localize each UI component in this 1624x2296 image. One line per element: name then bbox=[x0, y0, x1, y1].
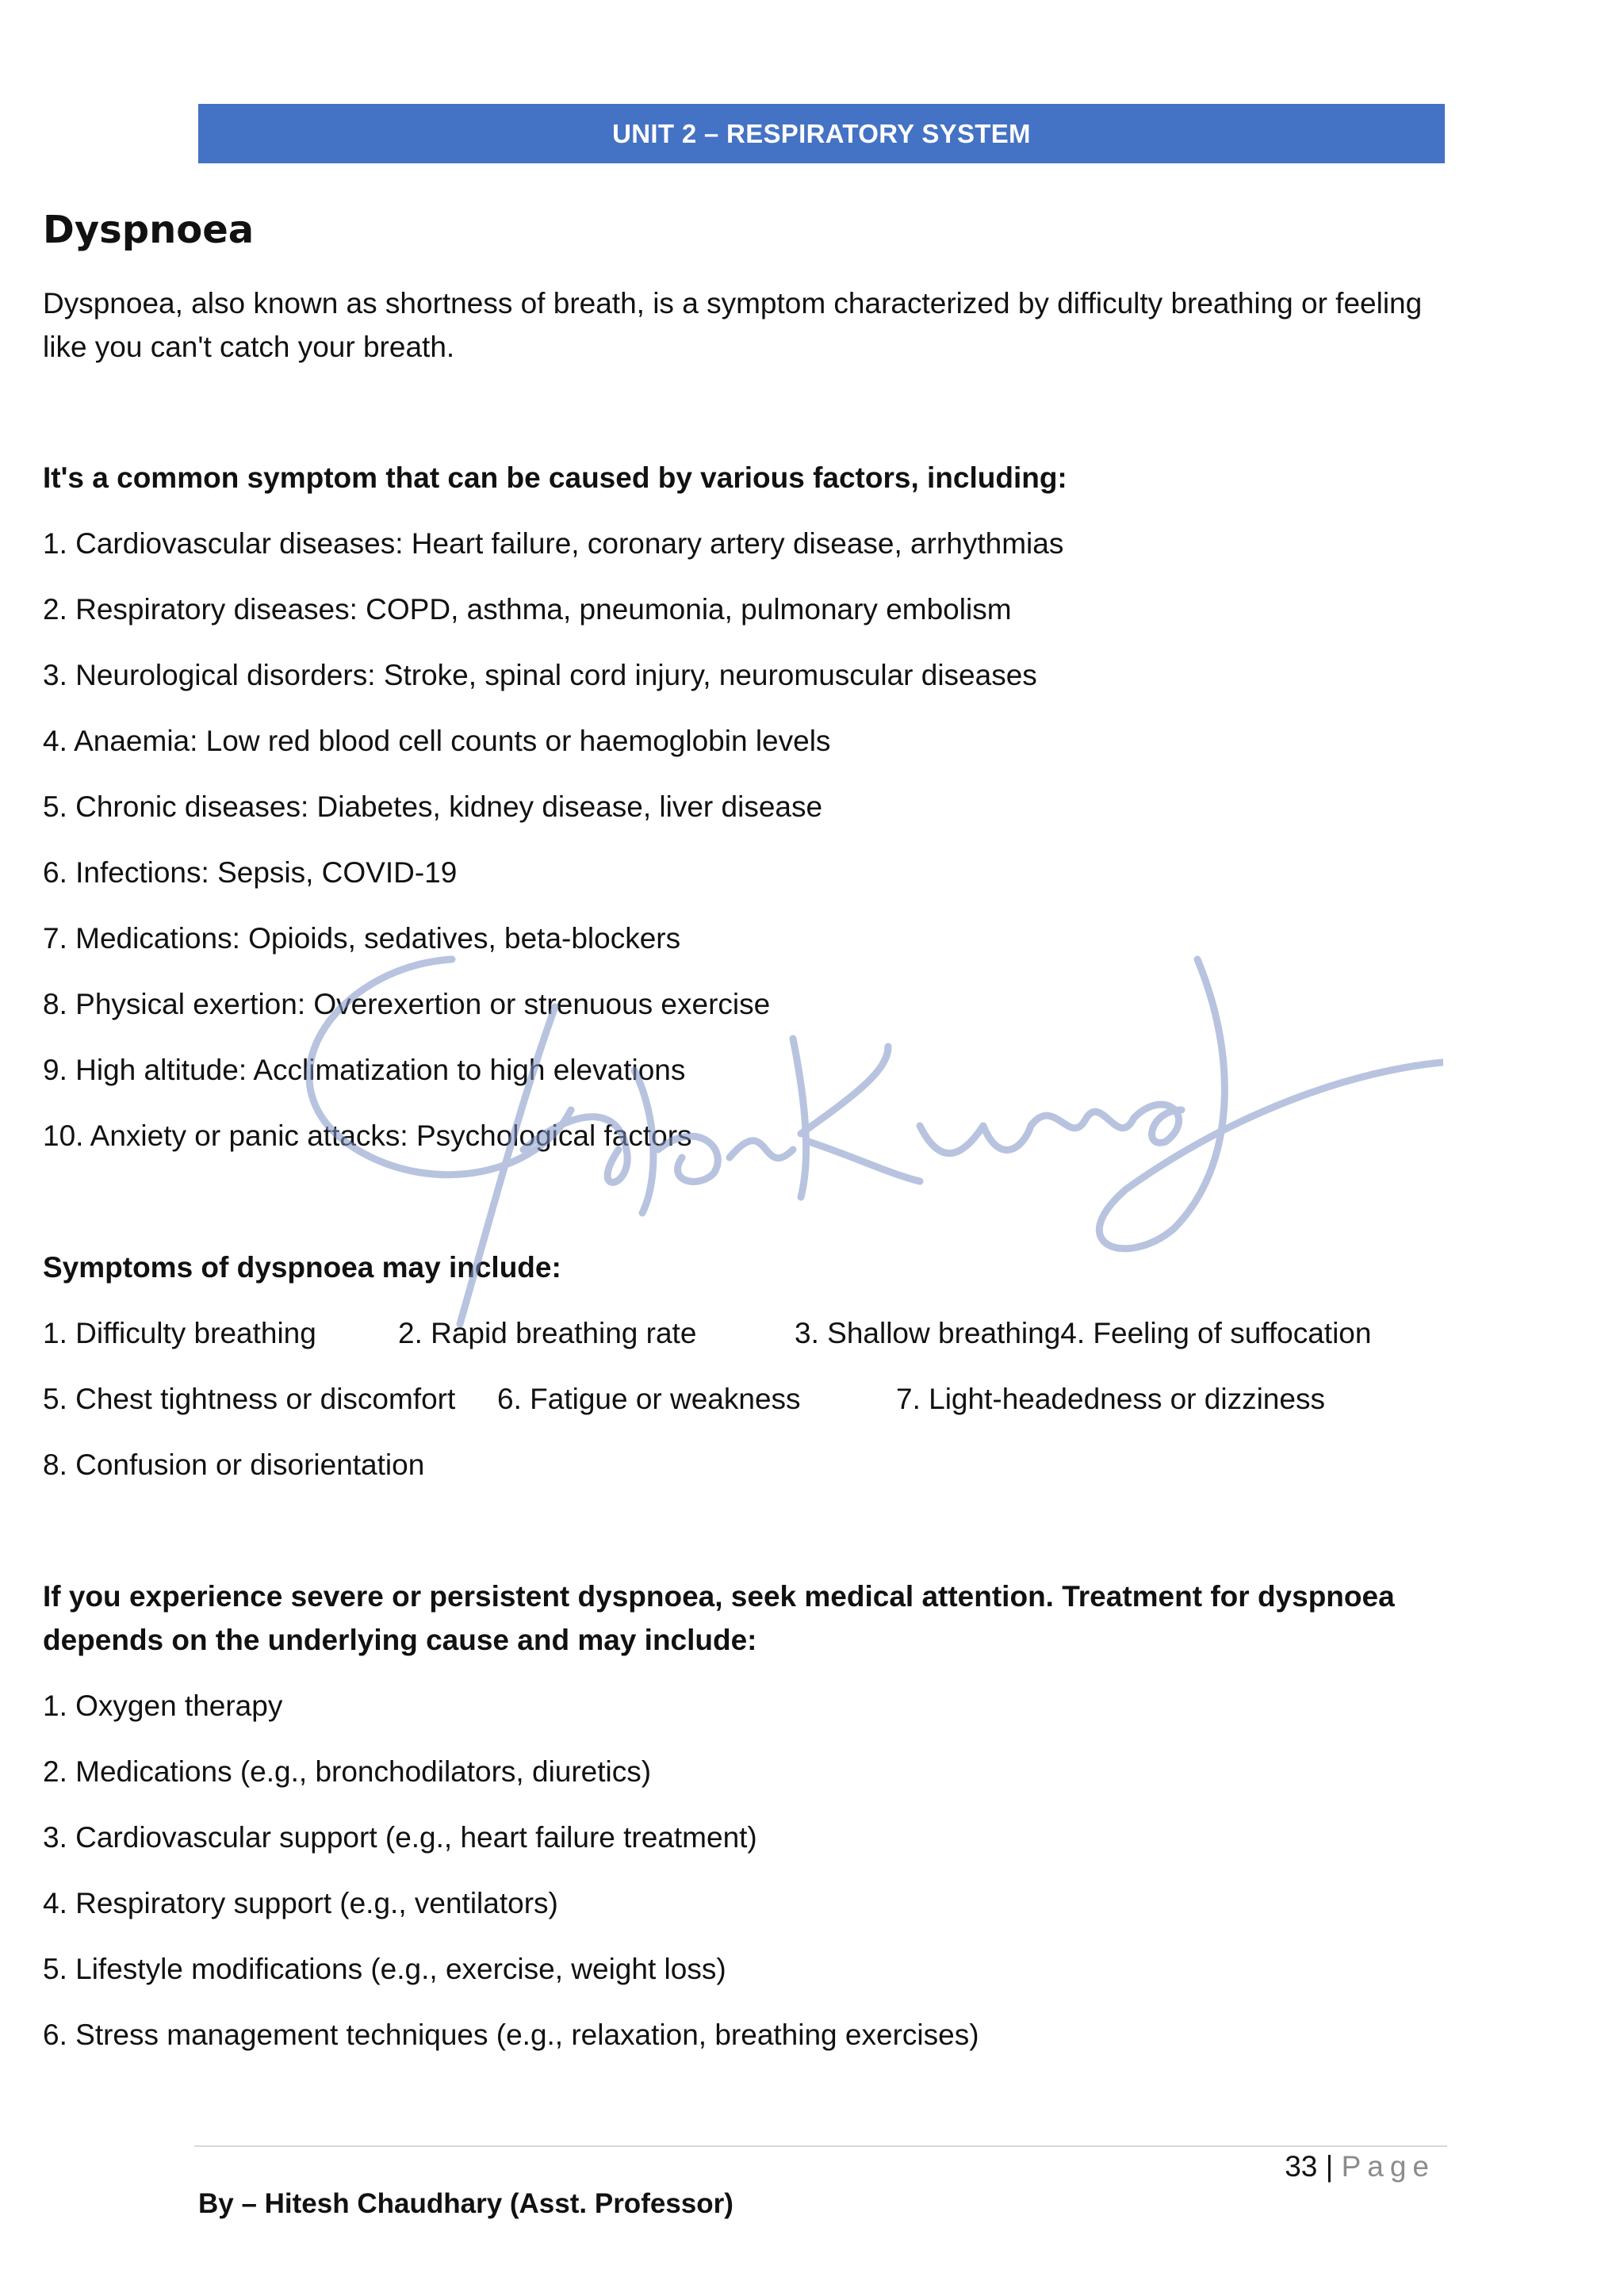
list-item: 8. Confusion or disorientation bbox=[43, 1448, 425, 1481]
page-number-separator: | bbox=[1325, 2150, 1334, 2183]
causes-list bbox=[43, 522, 1423, 1158]
unit-header-banner bbox=[198, 104, 1445, 163]
list-item: 1. Oxygen therapy bbox=[43, 1689, 283, 1722]
list-item: 6. Stress management techniques (e.g., relaxation, breathing exercises) bbox=[43, 2019, 979, 2051]
footer-divider bbox=[194, 2145, 1447, 2147]
unit-header-title: UNIT 2 – RESPIRATORY SYSTEM bbox=[612, 118, 1031, 148]
list-item: 5. Chest tightness or discomfort bbox=[43, 1383, 456, 1415]
page-number bbox=[1285, 2150, 1435, 2183]
list-item: 4. Respiratory support (e.g., ventilators) bbox=[43, 1887, 558, 1919]
symptoms-row bbox=[43, 1443, 1423, 1487]
list-item: 7. Light-headedness or dizziness bbox=[896, 1383, 1325, 1415]
causes-heading: It's a common symptom that can be caused by various factors, including: bbox=[43, 461, 1067, 494]
footer-author: By – Hitesh Chaudhary (Asst. Professor) bbox=[198, 2188, 733, 2219]
symptoms-row bbox=[43, 1377, 1423, 1443]
list-item: 5. Lifestyle modifications (e.g., exercise, weight loss) bbox=[43, 1953, 726, 1985]
list-item: 4. Feeling of suffocation bbox=[1060, 1317, 1372, 1349]
list-item: 5. Chronic diseases: Diabetes, kidney disease, liver disease bbox=[43, 790, 823, 823]
list-item: 10. Anxiety or panic attacks: Psychological factors bbox=[43, 1119, 692, 1152]
list-item: 2. Respiratory diseases: COPD, asthma, pneumonia, pulmonary embolism bbox=[43, 593, 1012, 626]
page-number-value: 33 bbox=[1285, 2150, 1318, 2183]
page-title: Dyspnoea bbox=[43, 208, 255, 252]
intro-paragraph: Dyspnoea, also known as shortness of breath, is a symptom characterized by difficulty breathing or feeling like you can't catch your breath. bbox=[43, 287, 1423, 363]
page-number-label: Page bbox=[1341, 2150, 1435, 2183]
list-item: 6. Fatigue or weakness bbox=[497, 1383, 801, 1415]
list-item: 2. Rapid breathing rate bbox=[398, 1317, 697, 1349]
list-item: 1. Cardiovascular diseases: Heart failure, coronary artery disease, arrhythmias bbox=[43, 527, 1064, 560]
list-item: 1. Difficulty breathing bbox=[43, 1317, 316, 1349]
symptoms-list bbox=[43, 1311, 1423, 1487]
list-item: 9. High altitude: Acclimatization to high elevations bbox=[43, 1054, 686, 1086]
symptoms-heading: Symptoms of dyspnoea may include: bbox=[43, 1251, 561, 1284]
treatment-heading: If you experience severe or persistent dyspnoea, seek medical attention. Treatment for dyspnoea depends on the underlying cause and may include: bbox=[43, 1580, 1395, 1656]
list-item: 4. Anaemia: Low red blood cell counts or haemoglobin levels bbox=[43, 725, 831, 757]
list-item: 3. Neurological disorders: Stroke, spinal cord injury, neuromuscular diseases bbox=[43, 659, 1037, 691]
list-item: 8. Physical exertion: Overexertion or strenuous exercise bbox=[43, 988, 771, 1020]
document-body bbox=[43, 281, 1423, 2057]
treatment-list bbox=[43, 1684, 1423, 2057]
list-item: 3. Cardiovascular support (e.g., heart failure treatment) bbox=[43, 1821, 757, 1854]
list-item: 3. Shallow breathing bbox=[795, 1317, 1061, 1349]
list-item: 7. Medications: Opioids, sedatives, beta-blockers bbox=[43, 922, 681, 955]
list-item: 2. Medications (e.g., bronchodilators, diuretics) bbox=[43, 1755, 652, 1788]
list-item: 6. Infections: Sepsis, COVID-19 bbox=[43, 856, 458, 889]
symptoms-row bbox=[43, 1311, 1423, 1377]
